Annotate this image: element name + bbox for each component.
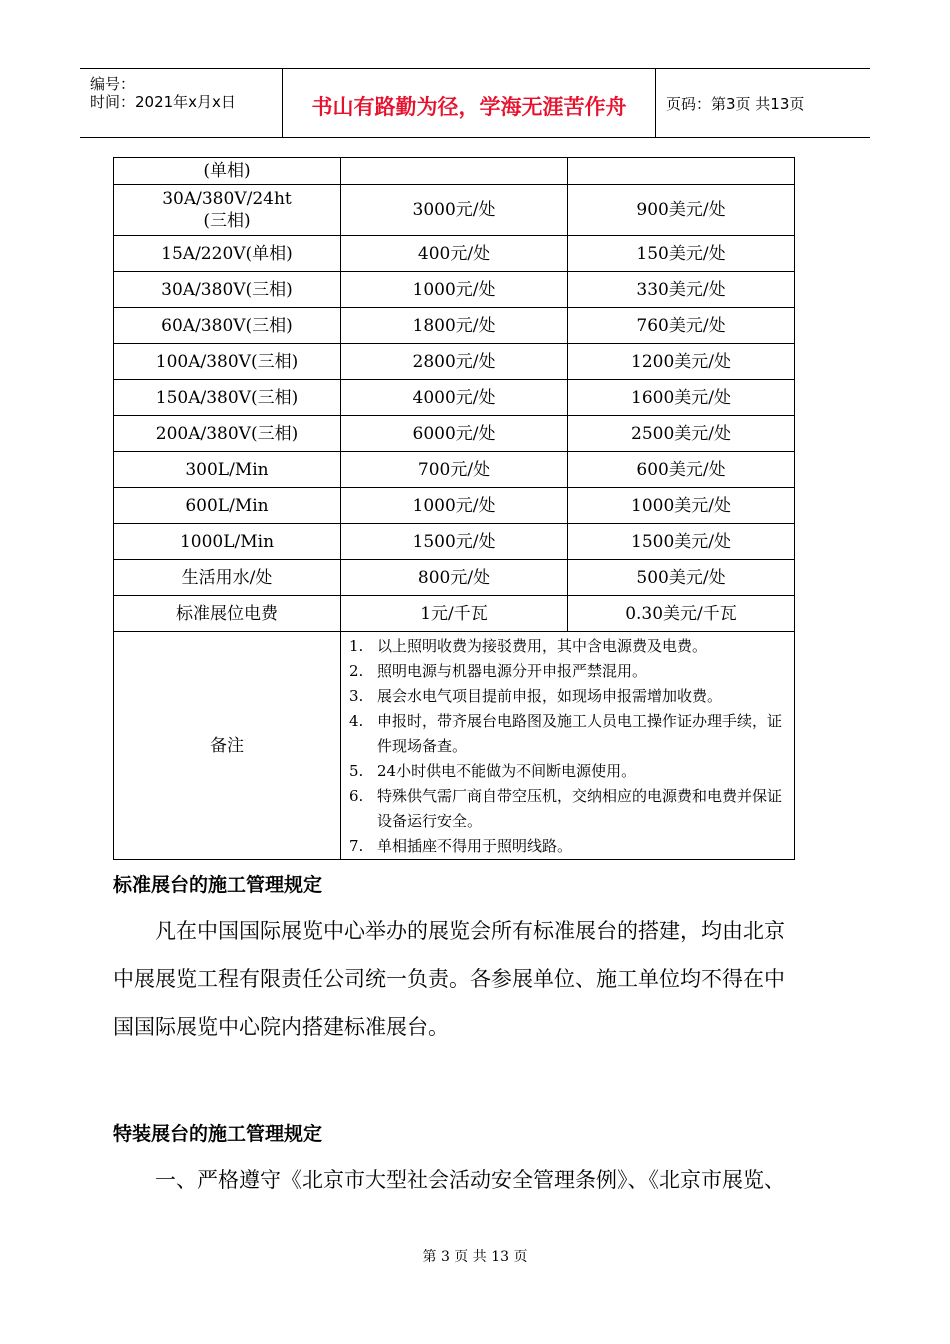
time-label: 时间：2021年x月x日	[90, 93, 236, 111]
table-cell: 500美元/处	[568, 560, 795, 596]
table-cell: 600美元/处	[568, 452, 795, 488]
table-cell: 800元/处	[341, 560, 568, 596]
table-cell: 1800元/处	[341, 308, 568, 344]
table-row	[114, 416, 795, 452]
number-label: 编号：	[90, 75, 136, 93]
list-item	[341, 759, 788, 784]
note-text: 展会水电气项目提前申报，如现场申报需增加收费。	[377, 687, 723, 705]
table-cell: 60A/380V(三相)	[114, 308, 341, 344]
table-row	[114, 380, 795, 416]
table-cell	[568, 158, 795, 185]
list-item	[341, 784, 788, 834]
table-cell: 900美元/处	[568, 185, 795, 236]
table-cell: 生活用水/处	[114, 560, 341, 596]
page-footer: 第 3 页 共 13 页	[422, 1249, 528, 1265]
list-item	[341, 684, 788, 709]
page-label: 页码：第3页 共13页	[666, 95, 805, 113]
note-number: 4.	[349, 712, 364, 730]
paragraph-line: 凡在中国国际展览中心举办的展览会所有标准展台的搭建，均由北京	[113, 919, 785, 943]
table-row	[114, 596, 795, 632]
table-row	[114, 308, 795, 344]
table-cell: 700元/处	[341, 452, 568, 488]
table-cell: 200A/380V(三相)	[114, 416, 341, 452]
table-cell: 3000元/处	[341, 185, 568, 236]
table-row	[114, 185, 795, 236]
note-text: 以上照明收费为接驳费用，其中含电源费及电费。	[377, 637, 708, 655]
notes-label: 备注	[114, 632, 341, 860]
table-row	[114, 272, 795, 308]
table-cell: 600L/Min	[114, 488, 341, 524]
notes-cell	[341, 632, 795, 860]
section-paragraph-special-booth	[113, 1156, 833, 1204]
header-slogan-cell	[283, 69, 656, 137]
fee-table	[113, 157, 795, 860]
table-cell	[114, 185, 341, 236]
table-cell: 760美元/处	[568, 308, 795, 344]
table-cell: 0.30美元/千瓦	[568, 596, 795, 632]
table-cell: 300L/Min	[114, 452, 341, 488]
paragraph-line: 国国际展览中心院内搭建标准展台。	[113, 1015, 449, 1039]
note-number: 3.	[349, 687, 364, 705]
table-row	[114, 452, 795, 488]
table-cell: 1500美元/处	[568, 524, 795, 560]
table-row	[114, 560, 795, 596]
section-heading-standard-booth: 标准展台的施工管理规定	[113, 874, 323, 896]
table-row	[114, 158, 795, 185]
note-text: 申报时，带齐展台电路图及施工人员电工操作证办理手续，证件现场备查。	[377, 712, 783, 755]
page-header	[80, 68, 870, 138]
table-cell: 1000L/Min	[114, 524, 341, 560]
table-cell: 标准展位电费	[114, 596, 341, 632]
note-text: 24小时供电不能做为不间断电源使用。	[377, 762, 637, 780]
notes-row	[114, 632, 795, 860]
table-cell: 6000元/处	[341, 416, 568, 452]
table-cell: 30A/380V(三相)	[114, 272, 341, 308]
note-number: 6.	[349, 787, 364, 805]
header-page-cell	[656, 69, 870, 137]
table-cell: 1000元/处	[341, 272, 568, 308]
table-cell: 1000元/处	[341, 488, 568, 524]
table-cell	[341, 158, 568, 185]
table-row	[114, 344, 795, 380]
table-cell: 1元/千瓦	[341, 596, 568, 632]
table-cell: 1200美元/处	[568, 344, 795, 380]
note-text: 照明电源与机器电源分开申报严禁混用。	[377, 662, 648, 680]
table-row	[114, 488, 795, 524]
note-text: 单相插座不得用于照明线路。	[377, 837, 573, 855]
table-cell: 150美元/处	[568, 236, 795, 272]
note-number: 2.	[349, 662, 364, 680]
slogan: 书山有路勤为径，学海无涯苦作舟	[311, 95, 627, 119]
list-item	[341, 709, 788, 759]
section-paragraph-standard-booth	[113, 907, 833, 1051]
table-cell: 330美元/处	[568, 272, 795, 308]
table-cell: 15A/220V(单相)	[114, 236, 341, 272]
header-meta	[80, 69, 283, 137]
table-cell: 150A/380V(三相)	[114, 380, 341, 416]
list-item	[341, 659, 788, 684]
table-row	[114, 236, 795, 272]
table-cell: 2500美元/处	[568, 416, 795, 452]
note-text: 特殊供气需厂商自带空压机，交纳相应的电源费和电费并保证设备运行安全。	[377, 787, 783, 830]
table-cell: (单相)	[114, 158, 341, 185]
list-item	[341, 834, 788, 859]
cell-text: 30A/380V/24ht (三相)	[162, 189, 292, 231]
table-cell: 4000元/处	[341, 380, 568, 416]
note-number: 7.	[349, 837, 364, 855]
table-cell: 1500元/处	[341, 524, 568, 560]
table-cell: 1000美元/处	[568, 488, 795, 524]
table-cell: 400元/处	[341, 236, 568, 272]
note-number: 1.	[349, 637, 364, 655]
notes-list	[341, 634, 788, 859]
note-number: 5.	[349, 762, 364, 780]
paragraph-line: 一、严格遵守《北京市大型社会活动安全管理条例》、《北京市展览、	[113, 1168, 785, 1192]
table-cell: 1600美元/处	[568, 380, 795, 416]
paragraph-line: 中展展览工程有限责任公司统一负责。各参展单位、施工单位均不得在中	[113, 967, 785, 991]
table-row	[114, 524, 795, 560]
list-item	[341, 634, 788, 659]
table-cell: 100A/380V(三相)	[114, 344, 341, 380]
table-cell: 2800元/处	[341, 344, 568, 380]
section-heading-special-booth: 特装展台的施工管理规定	[113, 1123, 323, 1145]
